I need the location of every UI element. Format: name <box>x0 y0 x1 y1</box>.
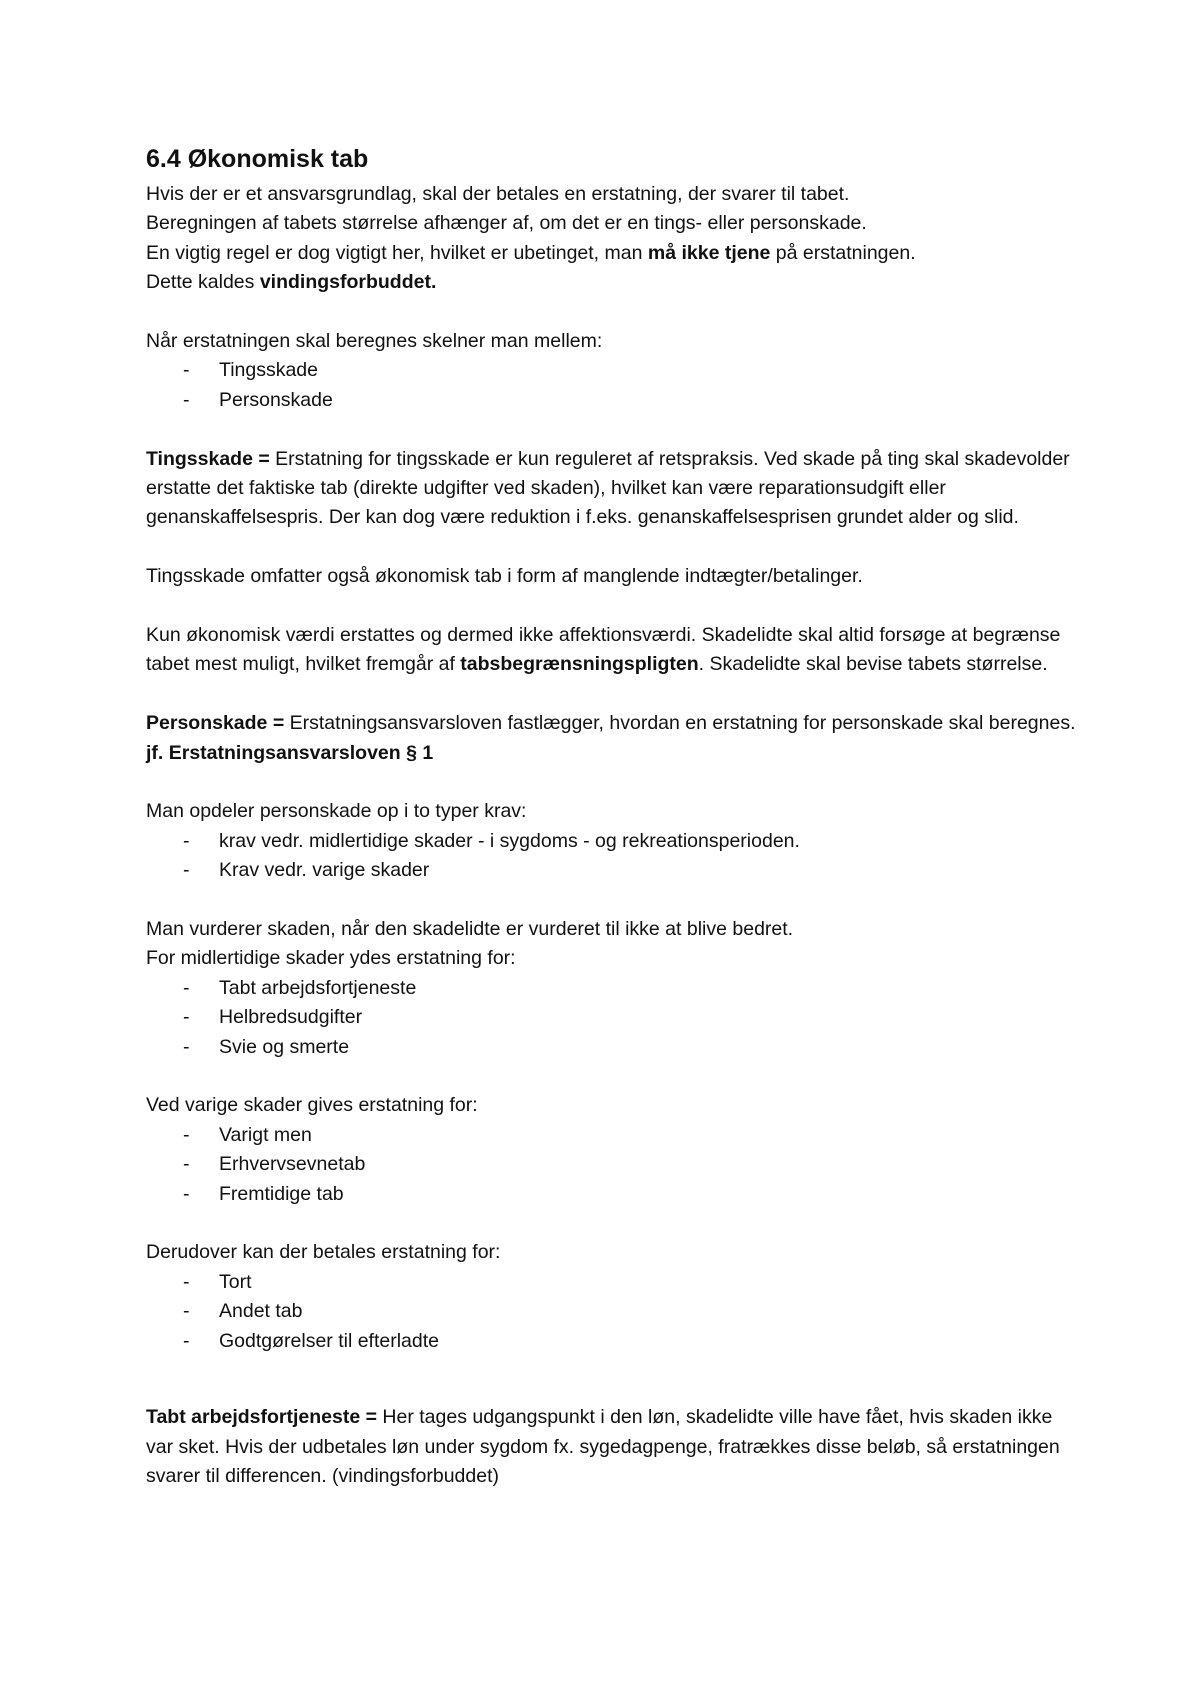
perm-list <box>146 1121 1076 1209</box>
definition-term: Tingsskade = <box>146 447 270 470</box>
list-item: - Personskade <box>146 386 1076 415</box>
list-item: - Tabt arbejdsfortjeneste <box>146 974 1076 1003</box>
tingsskade-paragraph: Tingsskade = Erstatning for tingsskade er kun reguleret af retspraksis. Ved skade på ting skal skadevolder erstatte det faktiske tab (direkte udgifter ved skaden), hvilket kan være reparationsudgift eller genanskaffelsespris. Der kan dog være reduktion i f.eks. genanskaffelsesprisen grundet alder og slid. <box>146 447 1070 529</box>
definition-term: Personskade = <box>146 712 285 735</box>
list-item: - Erhvervsevnetab <box>146 1150 1076 1179</box>
document-page <box>146 142 1076 1491</box>
types-lead: Man opdeler personskade op i to typer krav: <box>146 800 527 823</box>
intro-line-1: Hvis der er et ansvarsgrundlag, skal der betales en erstatning, der svarer til tabet. <box>146 183 850 205</box>
assess-line: Man vurderer skaden, når den skadelidte er vurderet til ikke at blive bedret. <box>146 918 794 941</box>
list-item: - Svie og smerte <box>146 1033 1076 1062</box>
list-item: - Godtgørelser til efterladte <box>146 1327 1076 1356</box>
intro-line-2: Beregningen af tabets størrelse afhænger af, om det er en tings- eller personskade. <box>146 212 867 235</box>
list-item: - krav vedr. midlertidige skader - i sygdoms - og rekreationsperioden. <box>146 827 1076 856</box>
extra-list <box>146 1268 1076 1356</box>
bold-term: tabsbegrænsningspligten <box>460 653 699 676</box>
extra-lead: Derudover kan der betales erstatning for: <box>146 1241 501 1264</box>
temp-lead: For midlertidige skader ydes erstatning for: <box>146 947 516 970</box>
list-item: - Tingsskade <box>146 356 1076 385</box>
section-heading: 6.4 Økonomisk tab <box>146 145 369 173</box>
intro-line-4: Dette kaldes vindingsforbuddet. <box>146 271 437 294</box>
distinguish-list <box>146 356 1076 415</box>
list-item: - Krav vedr. varige skader <box>146 856 1076 885</box>
list-item: - Tort <box>146 1268 1076 1297</box>
temp-list <box>146 974 1076 1062</box>
perm-lead: Ved varige skader gives erstatning for: <box>146 1094 478 1117</box>
definition-term: Tabt arbejdsfortjeneste = <box>146 1406 377 1429</box>
tingsskade-paragraph-2: Tingsskade omfatter også økonomisk tab i form af manglende indtægter/betalinger. <box>146 565 863 588</box>
types-list <box>146 827 1076 886</box>
personskade-paragraph: Personskade = Erstatningsansvarsloven fastlægger, hvordan en erstatning for personskade skal beregnes. jf. Erstatningsansvarsloven § 1 <box>146 712 1076 764</box>
law-reference: jf. Erstatningsansvarsloven § 1 <box>146 741 434 764</box>
distinguish-lead: Når erstatningen skal beregnes skelner man mellem: <box>146 330 603 353</box>
tabt-paragraph: Tabt arbejdsfortjeneste = Her tages udgangspunkt i den løn, skadelidte ville have fået, hvis skaden ikke var sket. Hvis der udbetales løn under sygdom fx. sygedagpenge, fratrækkes disse beløb, så erstatningen svarer til differencen. (vindingsforbuddet) <box>146 1406 1060 1487</box>
bold-term: må ikke tjene <box>647 241 771 264</box>
list-item: - Fremtidige tab <box>146 1180 1076 1209</box>
list-item: - Varigt men <box>146 1121 1076 1150</box>
bold-term: vindingsforbuddet. <box>259 271 437 294</box>
list-item: - Helbredsudgifter <box>146 1003 1076 1032</box>
intro-line-3: En vigtig regel er dog vigtigt her, hvilket er ubetinget, man må ikke tjene på erstatningen. <box>146 241 916 264</box>
list-item: - Andet tab <box>146 1297 1076 1326</box>
tingsskade-paragraph-3: Kun økonomisk værdi erstattes og dermed ikke affektionsværdi. Skadelidte skal altid forsøge at begrænse tabet mest muligt, hvilket fremgår af tabsbegrænsningspligten. Skadelidte skal bevise tabets størrelse. <box>146 624 1061 676</box>
